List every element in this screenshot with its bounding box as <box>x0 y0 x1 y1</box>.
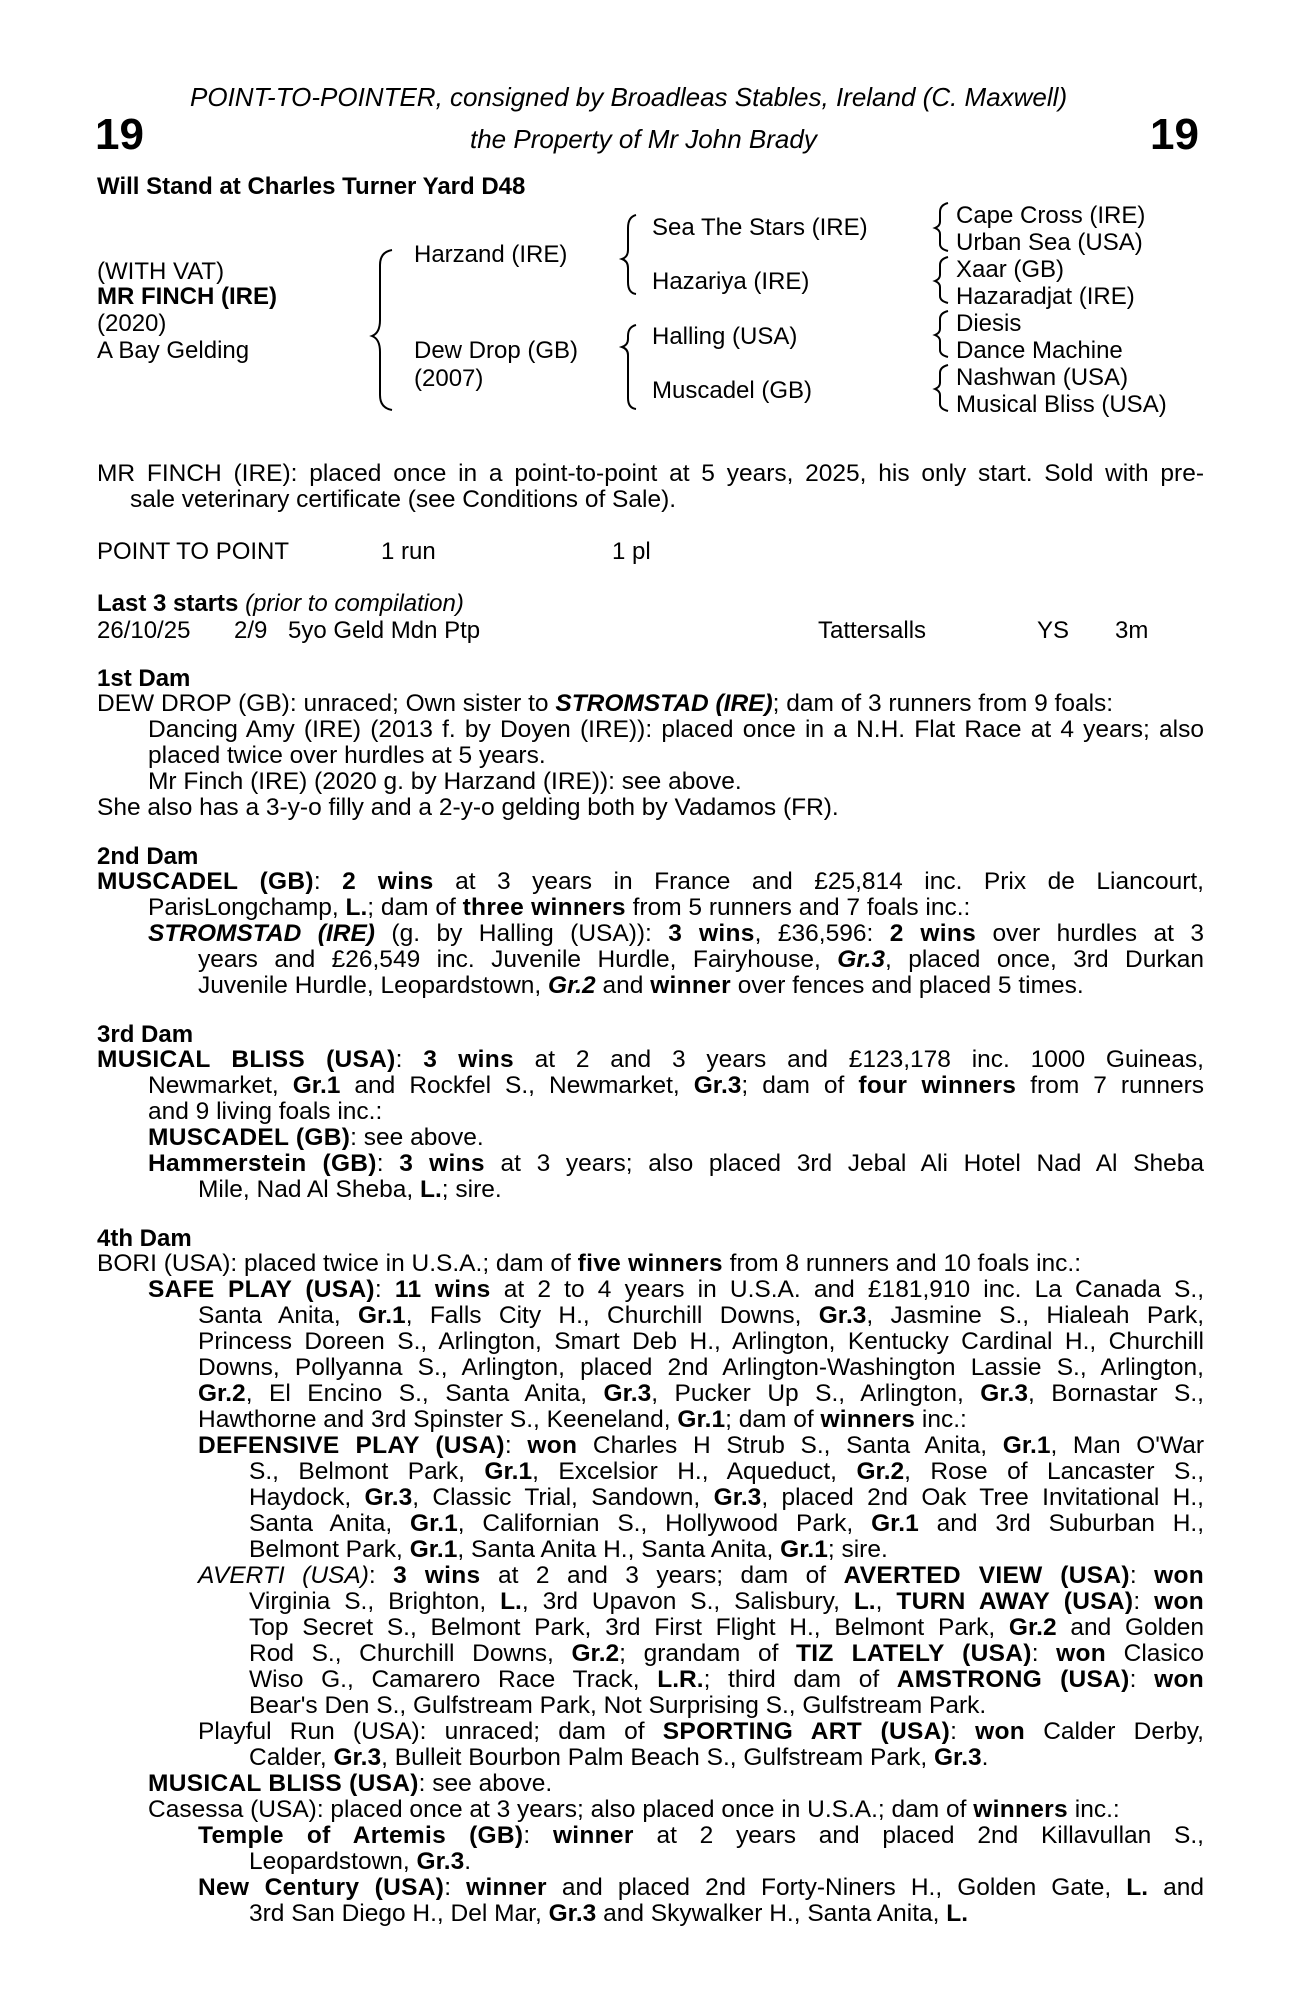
fourth-dam-line: 3rd San Diego H., Del Mar, Gr.3 and Skywalker H., Santa Anita, L. <box>249 1900 969 1927</box>
fourth-dam-line: Haydock, Gr.3, Classic Trial, Sandown, Gr.3, placed 2nd Oak Tree Invitational H., <box>249 1484 1204 1511</box>
start-position: 2/9 <box>234 617 268 644</box>
stand-location: Will Stand at Charles Turner Yard D48 <box>97 173 526 200</box>
first-dam-line: Mr Finch (IRE) (2020 g. by Harzand (IRE)): see above. <box>148 768 742 795</box>
first-dam-section <box>97 691 1204 821</box>
sire-sire: Sea The Stars (IRE) <box>652 214 868 241</box>
brace-sd <box>935 257 948 303</box>
fourth-dam-line: Princess Doreen S., Arlington, Smart Deb H., Arlington, Kentucky Cardinal H., Churchill <box>198 1328 1204 1355</box>
second-dam-line: years and £26,549 inc. Juvenile Hurdle, Fairyhouse, Gr.3, placed once, 3rd Durkan <box>198 946 1204 973</box>
fourth-dam-heading: 4th Dam <box>97 1225 192 1252</box>
dam-dam: Muscadel (GB) <box>652 377 813 404</box>
dam-dam-sire: Nashwan (USA) <box>956 364 1129 391</box>
third-dam-section <box>97 1047 1204 1203</box>
fourth-dam-line: Hawthorne and 3rd Spinster S., Keeneland, Gr.1; dam of winners inc.: <box>198 1406 967 1433</box>
dam-brace <box>622 325 636 409</box>
fourth-dam-line: Gr.2, El Encino S., Santa Anita, Gr.3, Pucker Up S., Arlington, Gr.3, Bornastar S., <box>198 1380 1204 1407</box>
fourth-dam-line: BORI (USA): placed twice in U.S.A.; dam of five winners from 8 runners and 10 foals inc.: <box>97 1250 1082 1277</box>
brace-dd <box>935 365 948 411</box>
fourth-dam-line: Downs, Pollyanna S., Arlington, placed 2nd Arlington-Washington Lassie S., Arlington, <box>198 1354 1204 1381</box>
owner-line: the Property of Mr John Brady <box>470 124 817 154</box>
fourth-dam-line: S., Belmont Park, Gr.1, Excelsior H., Aqueduct, Gr.2, Rose of Lancaster S., <box>249 1458 1205 1485</box>
first-dam-line: placed twice over hurdles at 5 years. <box>148 742 546 769</box>
fourth-dam-line: SAFE PLAY (USA): 11 wins at 2 to 4 years in U.S.A. and £181,910 inc. La Canada S., <box>148 1276 1204 1303</box>
first-dam-line: She also has a 3-y-o filly and a 2-y-o gelding both by Vadamos (FR). <box>97 794 839 821</box>
dam-sire: Halling (USA) <box>652 323 798 350</box>
fourth-dam-line: Santa Anita, Gr.1, Falls City H., Churchill Downs, Gr.3, Jasmine S., Hialeah Park, <box>198 1302 1205 1329</box>
last-starts-title: Last 3 starts <box>97 590 239 617</box>
fourth-dam-line: Top Secret S., Belmont Park, 3rd First Flight H., Belmont Park, Gr.2 and Golden <box>249 1614 1204 1641</box>
fourth-dam-line: New Century (USA): winner and placed 2nd Forty-Niners H., Golden Gate, L. and <box>198 1874 1204 1901</box>
record-runs: 1 run <box>381 538 436 565</box>
first-dam-line: Dancing Amy (IRE) (2013 f. by Doyen (IRE)): placed once in a N.H. Flat Race at 4 years; also <box>148 716 1204 743</box>
fourth-dam-line: Playful Run (USA): unraced; dam of SPORTING ART (USA): won Calder Derby, <box>198 1718 1204 1745</box>
second-dam-section <box>97 869 1204 999</box>
second-dam-heading: 2nd Dam <box>97 843 199 870</box>
summary-line: MR FINCH (IRE): placed once in a point-to-point at 5 years, 2025, his only start. Sold with pre- <box>97 460 1204 487</box>
fourth-dam-line: Rod S., Churchill Downs, Gr.2; grandam of TIZ LATELY (USA): won Clasico <box>249 1640 1205 1667</box>
second-dam-line: ParisLongchamp, L.; dam of three winners from 5 runners and 7 foals inc.: <box>148 894 971 921</box>
horse-name: MR FINCH (IRE) <box>97 283 277 310</box>
sire-name: Harzand (IRE) <box>414 241 568 268</box>
sire-dam-sire: Xaar (GB) <box>956 256 1065 283</box>
third-dam-line: Hammerstein (GB): 3 wins at 3 years; also placed 3rd Jebal Ali Hotel Nad Al Sheba <box>148 1150 1204 1177</box>
second-dam-line: MUSCADEL (GB): 2 wins at 3 years in France and £25,814 inc. Prix de Liancourt, <box>97 868 1204 895</box>
fourth-dam-line: Leopardstown, Gr.3. <box>249 1848 472 1875</box>
first-dam-line: DEW DROP (GB): unraced; Own sister to STROMSTAD (IRE); dam of 3 runners from 9 foals: <box>97 690 1114 717</box>
fourth-dam-line: Temple of Artemis (GB): winner at 2 years and placed 2nd Killavullan S., <box>198 1822 1204 1849</box>
third-dam-heading: 3rd Dam <box>97 1021 194 1048</box>
brace-ds <box>935 311 948 357</box>
dam-name: Dew Drop (GB) <box>414 337 579 364</box>
fourth-dam-line: Calder, Gr.3, Bulleit Bourbon Palm Beach S., Gulfstream Park, Gr.3. <box>249 1744 989 1771</box>
start-race: 5yo Geld Mdn Ptp <box>288 617 481 644</box>
fourth-dam-line: MUSICAL BLISS (USA): see above. <box>148 1770 553 1797</box>
fourth-dam-line: Casessa (USA): placed once at 3 years; also placed once in U.S.A.; dam of winners inc.: <box>148 1796 1120 1823</box>
dam-dam-dam: Musical Bliss (USA) <box>956 391 1167 418</box>
fourth-dam-line: Bear's Den S., Gulfstream Park, Not Surprising S., Gulfstream Park. <box>249 1692 987 1719</box>
dam-year: (2007) <box>414 365 484 392</box>
start-venue: Tattersalls <box>818 617 927 644</box>
fourth-dam-line: DEFENSIVE PLAY (USA): won Charles H Strub S., Santa Anita, Gr.1, Man O'War <box>198 1432 1204 1459</box>
fourth-dam-line: Wiso G., Camarero Race Track, L.R.; third dam of AMSTRONG (USA): won <box>249 1666 1204 1693</box>
lot-number-left: 19 <box>95 110 144 159</box>
record-placed: 1 pl <box>612 538 651 565</box>
sire-sire-sire: Cape Cross (IRE) <box>956 202 1146 229</box>
sire-dam-dam: Hazaradjat (IRE) <box>956 283 1135 310</box>
fourth-dam-line: Santa Anita, Gr.1, Californian S., Hollywood Park, Gr.1 and 3rd Suburban H., <box>249 1510 1205 1537</box>
fourth-dam-section <box>97 1251 1204 1927</box>
record-label: POINT TO POINT <box>97 538 290 565</box>
start-going: YS <box>1037 617 1070 644</box>
fourth-dam-line: AVERTI (USA): 3 wins at 2 and 3 years; dam of AVERTED VIEW (USA): won <box>198 1562 1204 1589</box>
last-starts-heading <box>97 590 464 618</box>
fourth-dam-line: Virginia S., Brighton, L., 3rd Upavon S., Salisbury, L., TURN AWAY (USA): won <box>249 1588 1204 1615</box>
horse-summary <box>97 461 1204 513</box>
dam-sire-dam: Dance Machine <box>956 337 1123 364</box>
third-dam-line: Mile, Nad Al Sheba, L.; sire. <box>198 1176 502 1203</box>
third-dam-line: MUSICAL BLISS (USA): 3 wins at 2 and 3 years and £123,178 inc. 1000 Guineas, <box>97 1046 1204 1073</box>
start-date: 26/10/25 <box>97 617 191 644</box>
sire-sire-dam: Urban Sea (USA) <box>956 229 1143 256</box>
sire-dam: Hazariya (IRE) <box>652 268 810 295</box>
second-dam-line: Juvenile Hurdle, Leopardstown, Gr.2 and winner over fences and placed 5 times. <box>198 972 1084 999</box>
dam-sire-sire: Diesis <box>956 310 1022 337</box>
third-dam-line: Newmarket, Gr.1 and Rockfel S., Newmarket, Gr.3; dam of four winners from 7 runners <box>148 1072 1204 1099</box>
first-dam-heading: 1st Dam <box>97 665 191 692</box>
consignor-line: POINT-TO-POINTER, consigned by Broadleas Stables, Ireland (C. Maxwell) <box>190 82 1068 112</box>
third-dam-line: MUSCADEL (GB): see above. <box>148 1124 484 1151</box>
brace-ss <box>935 203 948 251</box>
vat-note: (WITH VAT) <box>97 258 225 285</box>
sire-brace <box>622 215 636 294</box>
horse-description: A Bay Gelding <box>97 337 250 364</box>
lot-number-right: 19 <box>1150 110 1199 159</box>
start-distance: 3m <box>1115 617 1149 644</box>
last-starts-note: (prior to compilation) <box>245 590 464 617</box>
horse-year: (2020) <box>97 310 167 337</box>
fourth-dam-line: Belmont Park, Gr.1, Santa Anita H., Santa Anita, Gr.1; sire. <box>249 1536 888 1563</box>
main-brace <box>372 250 392 410</box>
third-dam-line: and 9 living foals inc.: <box>148 1098 383 1125</box>
summary-line: sale veterinary certificate (see Conditions of Sale). <box>130 486 677 513</box>
second-dam-line: STROMSTAD (IRE) (g. by Halling (USA)): 3 wins, £36,596: 2 wins over hurdles at 3 <box>148 920 1204 947</box>
